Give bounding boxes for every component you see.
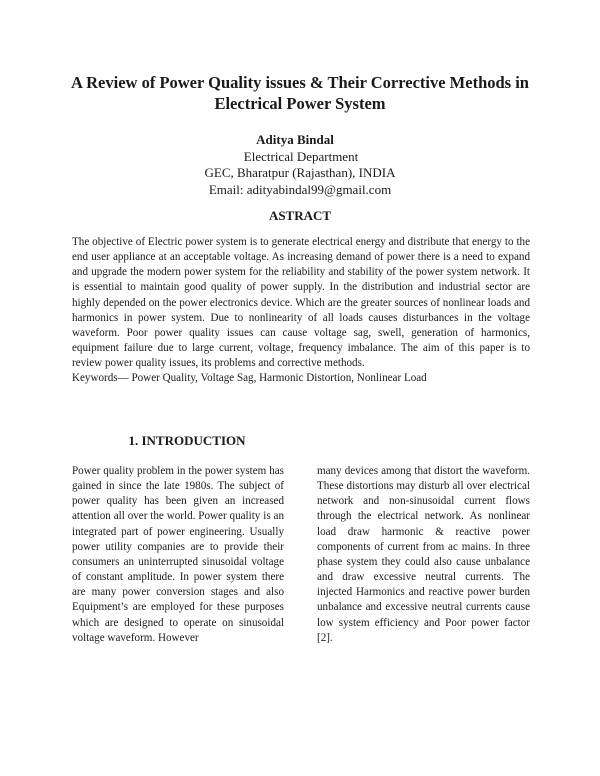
paper-title: A Review of Power Quality issues & Their Corrective Methods in Electrical Power System [71,73,529,113]
left-column-text: Power quality problem in the power system has gained in since the late 1980s. The subject of power quality has been given an increased attention all over the world. Power quality is an integrated part of power engineering. Usually power utility companies are to provide their consumers an uninterrupted sinusoidal voltage of constant amplitude. In power system there are many power conversion stages and also Equipment’s are employed for these purposes which are designed to operate on sinusoidal voltage waveform. However [72,465,284,644]
abstract-heading: ASTRACT [268,208,332,223]
abstract-text: The objective of Electric power system is to generate electrical energy and distribute that energy to the end user appliance at an acceptable voltage. As increasing demand of power there is a need to expand and upgrade the modern power system for the reliability and stability of the power system network. It is essential to maintain good quality of power supply. In the distribution and industrial sector are highly depended on the power electronics device. Which are the greater sources of nonlinear loads and harmonics in power system. Due to nonlinearity of all loads causes disturbances in the voltage waveform. Poor power quality issues can cause voltage sag, swell, generation of harmonics, equipment failure due to large current, voltage, frequency imbalance. The aim of this paper is to review power quality issues, its problems and corrective methods. [72,236,530,370]
left-column [72,464,284,646]
author-department: Electrical Department [243,148,359,164]
author-block [150,132,450,198]
right-column-text: many devices among that distort the waveform. These distortions may disturb all over electrical network and non-sinusoidal current flows through the electrical network. As nonlinear load draw harmonic & reactive power components of current from ac mains. In three phase system they could also cause unbalance and draw excessive neutral currents. The injected Harmonics and reactive power burden unbalance and excessive neutral currents cause low system efficiency and Poor power factor [2]. [317,465,530,644]
abstract-section [72,235,530,387]
introduction-heading: 1. INTRODUCTION [128,433,246,448]
author-institution: GEC, Bharatpur (Rajasthan), INDIA [204,165,396,180]
author-email: Email: adityabindal99@gmail.com [208,181,392,197]
author-name: Aditya Bindal [256,132,334,147]
right-column [317,464,530,646]
keywords-line: Keywords— Power Quality, Voltage Sag, Harmonic Distortion, Nonlinear Load [72,372,427,385]
